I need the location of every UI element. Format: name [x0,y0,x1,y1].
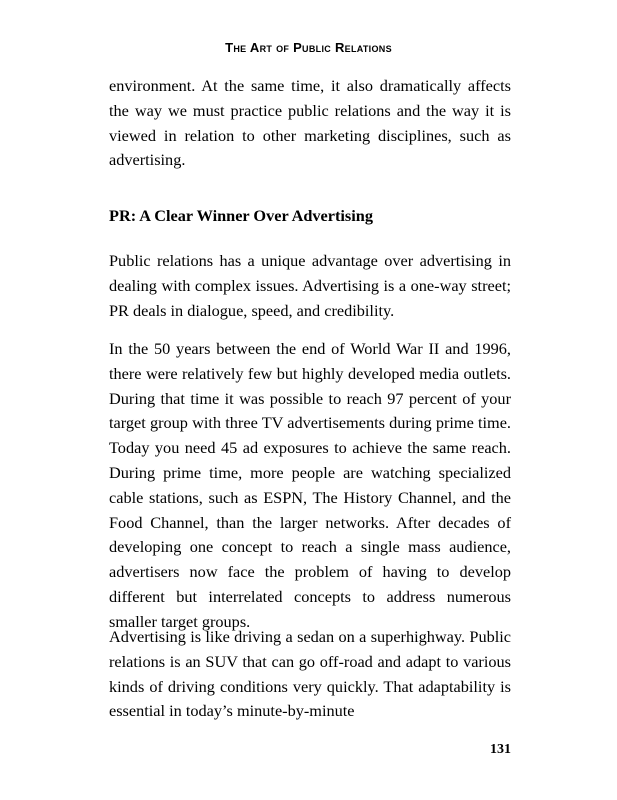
paragraph-sedan-suv: Advertising is like driving a sedan on a superhighway. Public relations is an SUV that can go off-road and adapt to various kinds of driving conditions very quickly. That adaptability is essential in today’s minute-by-minute [109,627,511,721]
running-head: The Art of Public Relations [225,40,392,55]
page-number: 131 [490,742,511,757]
paragraph-continuation: environment. At the same time, it also dramatically affects the way we must practice public relations and the way it is viewed in relation to other marketing disciplines, such as advertising. [109,76,511,170]
paragraph-pr-advantage: Public relations has a unique advantage over advertising in dealing with complex issues. Advertising is a one-way street; PR deals in dialogue, speed, and credibility. [109,251,511,320]
section-heading: PR: A Clear Winner Over Advertising [109,206,373,225]
paragraph-media-outlets: In the 50 years between the end of World War II and 1996, there were relatively few but highly developed media outlets. During that time it was possible to reach 97 percent of your target group with three TV advertisements during prime time. Today you need 45 ad exposures to achieve the same reach. During prime time, more people are watching specialized cable stations, such as ESPN, The History Channel, and the Food Channel, than the larger networks. After decades of developing one concept to reach a single mass audience, advertisers now face the problem of having to develop different but interrelated concepts to address numerous smaller target groups. [109,339,511,631]
